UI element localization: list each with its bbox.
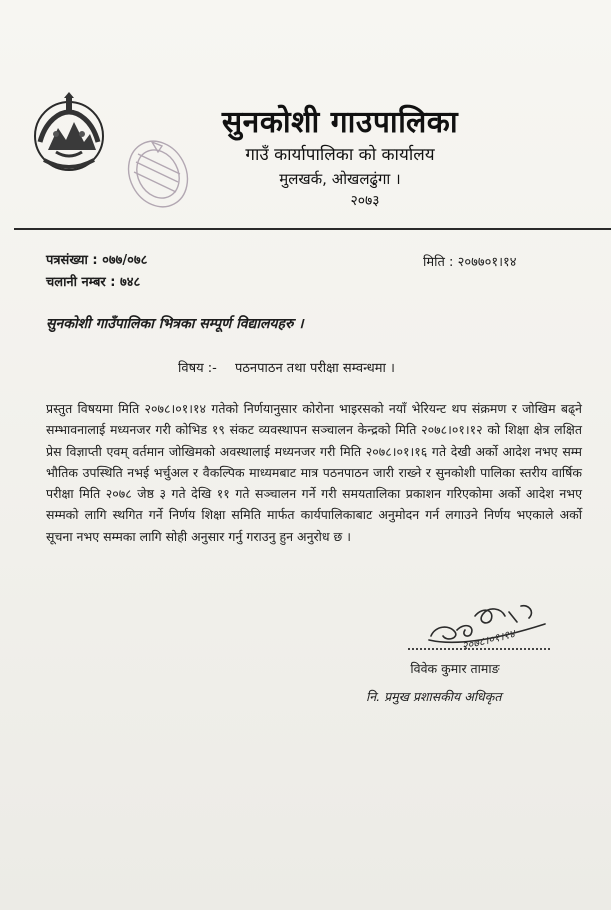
subject-label: विषय :- — [178, 361, 217, 376]
letterhead — [150, 104, 530, 211]
org-name: सुनकोशी गाउपालिका — [221, 105, 459, 140]
established-year: २०७३ — [350, 193, 380, 209]
addressee: सुनकोशी गाउँपालिका भित्रका सम्पूर्ण विद्यालयहरु । — [46, 316, 304, 332]
reference-number: पत्रसंख्या : ०७७/०७८ — [46, 253, 148, 268]
subject-text: पठनपाठन तथा परीक्षा सम्वन्धमा । — [235, 361, 395, 376]
reference-block — [46, 250, 147, 294]
signer-name: विवेक कुमार तामाङ — [410, 661, 500, 676]
signer-title: नि. प्रमुख प्रशासकीय अधिकृत — [366, 689, 502, 704]
nepal-emblem-icon — [26, 90, 112, 176]
header-divider — [14, 228, 611, 230]
handwritten-signature — [425, 596, 555, 654]
office-address: मुलखर्क, ओखलढुंगा । — [279, 170, 401, 188]
subject-line — [178, 358, 395, 376]
signature-date: २०७८।०१।१४ — [460, 627, 517, 653]
signature-line — [408, 648, 550, 650]
office-name: गाउँ कार्यापालिका को कार्यालय — [245, 145, 435, 165]
letter-body: प्रस्तुत विषयमा मिति २०७८।०१।१४ गतेको निर्णयानुसार कोरोना भाइरसको नयाँ भेरियन्ट थप संक्रमण र जोखिम बढ्ने सम्भावनालाई मध्यनजर गरी कोभिड १९ संकट व्यवस्थापन सञ्चालन केन्द्रको मिति २०७८।०१।१२ को शिक्षा क्षेत्र लक्षित प्रेस विज्ञाप्ती एवम् वर्तमान जोखिमको अवस्थालाई मध्यनजर गरी मिति २०७८।०१।१६ गते देखी अर्को आदेश नभए सम्म भौतिक उपस्थिति नभई भर्चुअल र वैकल्पिक माध्यमबाट मात्र पठनपाठन जारी राख्ने र सुनकोशी पालिका स्तरीय वार्षिक परीक्षा मिति २०७८ जेष्ठ ३ गते देखि ११ गते सञ्चालन गर्ने गरी समयतालिका प्रकाशन गरिएकोमा अर्को आदेश नभए सम्मको लागि स्थगित गर्ने निर्णय शिक्षा समिति मार्फत कार्यपालिकाबाट अनुमोदन गर्न लगाउने निर्णय भएकाले अर्को सूचना नभए सम्मका लागि सोही अनुसार गर्नु गराउनु हुन अनुरोध छ । — [46, 401, 582, 544]
letter-date: मिति : २०७७०१।१४ — [423, 255, 517, 270]
dispatch-number: चलानी नम्बर : ७४८ — [46, 275, 141, 290]
